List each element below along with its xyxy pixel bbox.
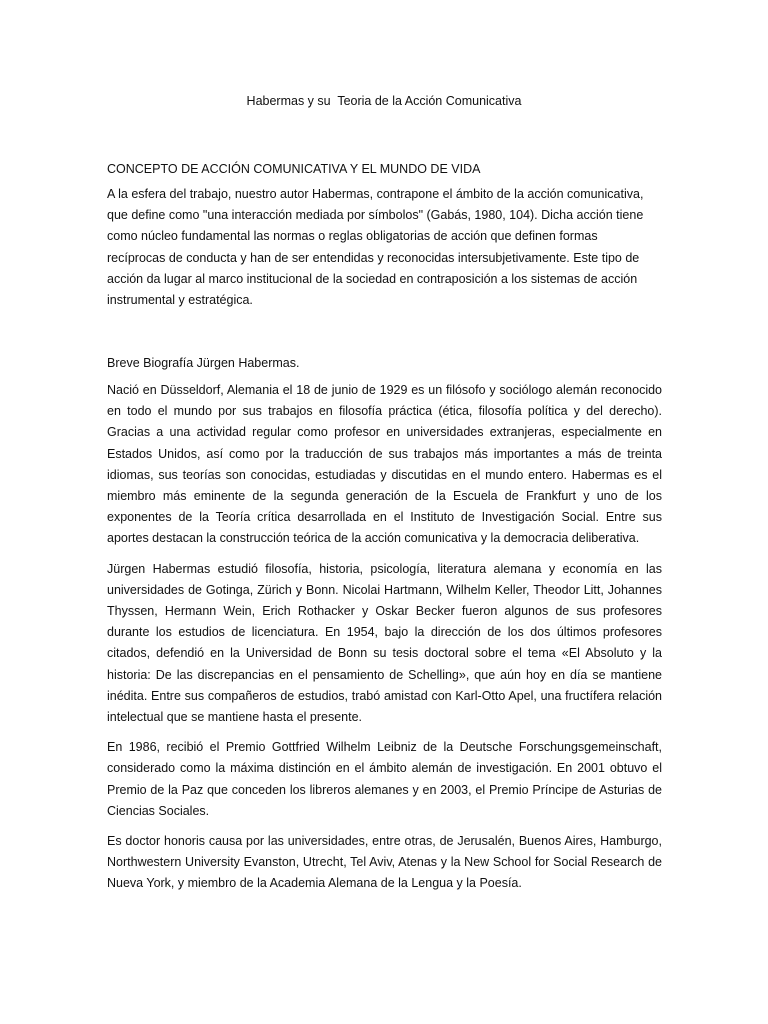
section-concepto xyxy=(107,161,662,311)
document-title: Habermas y su Teoria de la Acción Comunicativa xyxy=(246,94,522,108)
paragraph: Nació en Düsseldorf, Alemania el 18 de junio de 1929 es un filósofo y sociólogo alemán reconocido en todo el mundo por sus trabajos en filosofía práctica (ética, filosofía política y del derecho). Gracias a una actividad regular como profesor en universidades extranjeras, especialmente en Estados Unidos, así como por la traducción de sus trabajos más importantes a más de treinta idiomas, sus teorías son conocidas, estudiadas y discutidas en el mundo entero. Habermas es el miembro más eminente de la segunda generación de la Escuela de Frankfurt y uno de los exponentes de la Teoría crítica desarrollada en el Instituto de Investigación Social. Entre sus aportes destacan la construcción teórica de la acción comunicativa y la democracia deliberativa. xyxy=(107,383,662,546)
section-biografia xyxy=(107,355,662,895)
paragraph: Es doctor honoris causa por las universidades, entre otras, de Jerusalén, Buenos Aires, Hamburgo, Northwestern University Evanston, Utrecht, Tel Aviv, Atenas y la New School for Social Research de Nueva York, y miembro de la Academia Alemana de la Lengua y la Poesía. xyxy=(107,834,662,891)
paragraph: Jürgen Habermas estudió filosofía, historia, psicología, literatura alemana y economía en las universidades de Gotinga, Zürich y Bonn. Nicolai Hartmann, Wilhelm Keller, Theodor Litt, Johannes Thyssen, Hermann Wein, Erich Rothacker y Oskar Becker fueron algunos de sus profesores durante los estudios de licenciatura. En 1954, bajo la dirección de los dos últimos profesores citados, defendió en la Universidad de Bonn su tesis doctoral sobre el tema «El Absoluto y la historia: De las discrepancias en el pensamiento de Schelling», que aún hoy en día se mantiene inédita. Entre sus compañeros de estudios, trabó amistad con Karl-Otto Apel, una fructífera relación intelectual que se mantiene hasta el presente. xyxy=(107,561,662,725)
section-heading: CONCEPTO DE ACCIÓN COMUNICATIVA Y EL MUNDO DE VIDA xyxy=(107,162,481,176)
section-heading: Breve Biografía Jürgen Habermas. xyxy=(107,356,300,370)
paragraph: En 1986, recibió el Premio Gottfried Wilhelm Leibniz de la Deutsche Forschungsgemeinschaft, considerado como la máxima distinción en el ámbito alemán de investigación. En 2001 obtuvo el Premio de la Paz que conceden los libreros alemanes y en 2003, el Premio Príncipe de Asturias de Ciencias Sociales. xyxy=(107,740,662,818)
paragraph: A la esfera del trabajo, nuestro autor Habermas, contrapone el ámbito de la acción comunicativa, que define como "una interacción mediada por símbolos" (Gabás, 1980, 104). Dicha acción tiene como núcleo fundamental las normas o reglas obligatorias de acción que definen formas recíprocas de conducta y han de ser entendidas y reconocidas intersubjetivamente. Este tipo de acción da lugar al marco institucional de la sociedad en contraposición a los sistemas de acción instrumental y estratégica. xyxy=(107,187,644,308)
